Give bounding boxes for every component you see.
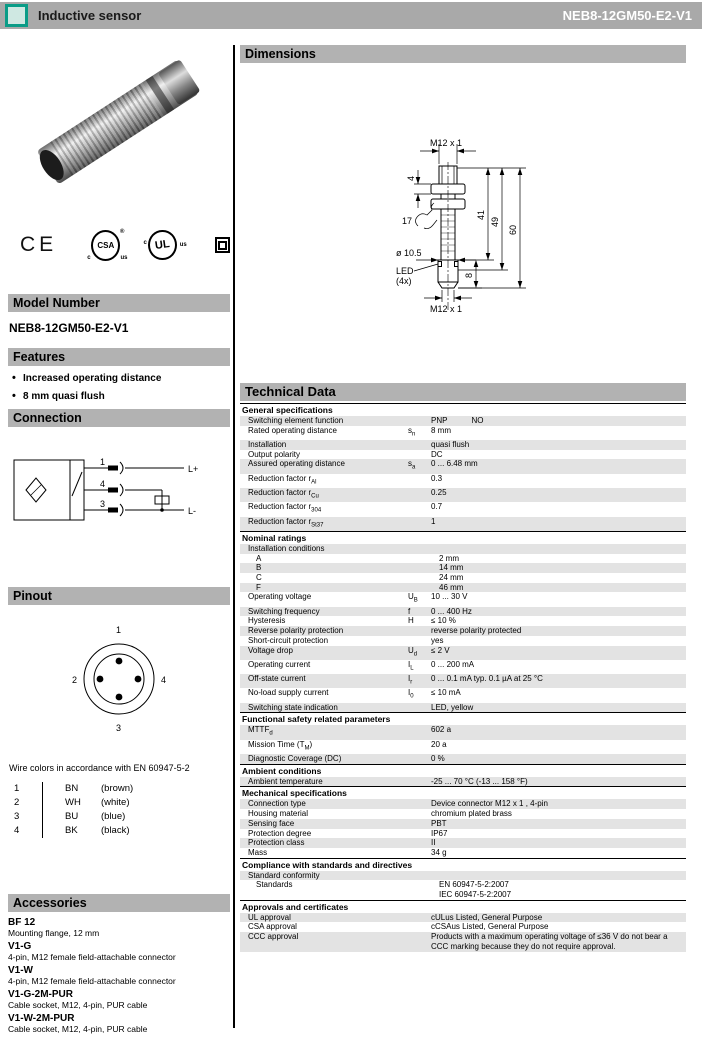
tech-row: Installation quasi flush (240, 440, 686, 450)
svg-text:49: 49 (490, 216, 500, 227)
features-list (8, 373, 230, 402)
tech-row: Diagnostic Coverage (DC) 0 % (240, 754, 686, 764)
product-photo (8, 40, 230, 222)
tech-row: Output polarity DC (248, 449, 443, 459)
thread-ribs-image (50, 82, 164, 175)
tech-row: UL approval cULus Listed, General Purpose (240, 913, 686, 923)
brand-logo-icon (5, 4, 28, 27)
wire-color-row: 1 BN (brown) (14, 783, 134, 794)
accessories-heading: Accessories (8, 894, 230, 912)
svg-text:LED: LED (396, 266, 414, 276)
tech-section-header: Nominal ratings (240, 531, 686, 544)
tech-row: $MTTF_d$ 602 a (240, 725, 686, 739)
dimensions-drawing (380, 120, 600, 315)
svg-text:41: 41 (476, 209, 486, 220)
tech-row: Connection type Device connector M12 x 1 , 4-pin (240, 799, 686, 809)
tech-row: Mission Time $(T_M)$ 20 a (248, 739, 447, 752)
svg-text:ø 10.5: ø 10.5 (396, 248, 422, 258)
accessory-item: V1-W 4-pin, M12 female field-attachable connector (8, 965, 176, 986)
svg-text:3: 3 (100, 499, 106, 509)
tech-row: CCC approval Products with a maximum operating voltage of ≤36 V do not bear a CCC marking because they do not require approval. (240, 932, 686, 951)
wire-colors-note: Wire colors in accordance with EN 60947-5-2 (9, 763, 190, 773)
features-heading: Features (8, 348, 230, 366)
svg-text:60: 60 (508, 224, 518, 235)
tech-row: Off-state current $I_r$ 0 ... 0.1 mA typ. 0.1 µA at 25 °C (240, 674, 686, 688)
accessory-item: BF 12 Mounting flange, 12 mm (8, 917, 100, 938)
wire-color-row: 4 BK (black) (14, 825, 130, 836)
tech-row: Switching state indication LED, yellow (240, 703, 686, 713)
tech-row: Assured operating distance $s_a$ 0 ... 6.48 mm (240, 459, 686, 473)
tech-row: Operating voltage $U_B$ 10 ... 30 V (248, 592, 468, 604)
svg-text:L-: L- (188, 506, 197, 516)
svg-text:1: 1 (100, 457, 106, 467)
tech-row: Voltage drop $U_d$ ≤ 2 V (240, 646, 686, 660)
left-column (8, 40, 230, 1037)
tech-row: F 46 mm (240, 583, 686, 593)
tech-row: Standard conformity (240, 871, 686, 881)
connection-heading: Connection (8, 409, 230, 427)
connection-diagram (12, 452, 222, 524)
svg-text:4: 4 (161, 675, 167, 685)
tech-section-header: General specifications (240, 403, 686, 416)
tech-section-header: Compliance with standards and directives (240, 858, 686, 871)
svg-text:M12 x 1: M12 x 1 (430, 304, 463, 314)
tech-row: Switching frequency f 0 ... 400 Hz (240, 607, 686, 617)
flush-mounting-icon (215, 237, 230, 253)
accessory-item: V1-G 4-pin, M12 female field-attachable connector (8, 941, 176, 962)
tech-section-header: Mechanical specifications (240, 786, 686, 799)
accessories-list (8, 917, 230, 1034)
tech-row: Reverse polarity protection reverse polarity protected (240, 626, 686, 636)
tech-section-header: Ambient conditions (240, 764, 686, 777)
tech-row: C 24 mm (256, 573, 464, 582)
tech-row: Switching element function PNP NO (240, 416, 686, 426)
certification-row (20, 224, 230, 266)
tech-row: Operating current $I_L$ 0 ... 200 mA (248, 659, 475, 672)
svg-text:M12 x 1: M12 x 1 (430, 138, 463, 148)
feature-item: • 8 mm quasi flush (8, 391, 230, 402)
model-number-value: NEB8-12GM50-E2-V1 (9, 321, 129, 335)
pinout-heading: Pinout (8, 587, 230, 605)
tech-row: Ambient temperature -25 ... 70 °C (-13 ... 158 °F) (240, 777, 686, 787)
page-title: Inductive sensor (38, 8, 142, 23)
svg-text:L+: L+ (188, 464, 199, 474)
column-divider (233, 45, 235, 1028)
tech-row: Reduction factor $r_{St37}$ 1 (240, 517, 686, 531)
svg-text:(4x): (4x) (396, 276, 412, 286)
svg-text:3: 3 (116, 723, 122, 733)
sensor-body-image (37, 59, 200, 184)
svg-text:17: 17 (402, 216, 413, 226)
header-model-number: NEB8-12GM50-E2-V1 (562, 8, 692, 23)
wire-colors-table (14, 782, 230, 838)
pinout-diagram (44, 619, 194, 737)
tech-row: Standards EN 60947-5-2:2007 IEC 60947-5-2:2007 (256, 880, 512, 900)
svg-text:2: 2 (72, 675, 78, 685)
right-column (240, 45, 686, 952)
svg-text:8: 8 (464, 272, 474, 278)
tech-row: CSA approval cCSAus Listed, General Purpose (248, 922, 549, 932)
tech-row: Short-circuit protection yes (248, 635, 444, 645)
accessory-item: V1-W-2M-PUR Cable socket, M12, 4-pin, PUR cable (8, 1013, 148, 1034)
page-header (0, 2, 702, 29)
tech-row: No-load supply current $I_0$ ≤ 10 mA (248, 688, 461, 700)
dimensions-heading: Dimensions (240, 45, 686, 63)
wire-color-row: 3 BU (blue) (14, 811, 126, 822)
tech-row: Installation conditions (240, 544, 686, 554)
svg-text:4: 4 (100, 479, 106, 489)
ce-mark-icon: CE (20, 233, 58, 256)
tech-row: A 2 mm (256, 553, 459, 563)
tech-row: Reduction factor $r_{304}$ 0.7 (248, 502, 443, 514)
tech-row: Mass 34 g (248, 847, 447, 857)
tech-row: Reduction factor $r_{Al}$ 0.3 (248, 473, 443, 486)
tech-row: Rated operating distance $s_n$ 8 mm (248, 425, 451, 438)
tech-section-header: Approvals and certificates (240, 900, 686, 913)
ul-logo-icon: UL c us (148, 230, 176, 260)
tech-row: Hysteresis H ≤ 10 % (248, 616, 456, 626)
model-number-heading: Model Number (8, 294, 230, 312)
feature-item: • Increased operating distance (8, 373, 230, 384)
technical-data-table (240, 403, 686, 952)
svg-text:1: 1 (116, 625, 122, 635)
technical-data-heading: Technical Data (240, 383, 686, 401)
accessory-item: V1-G-2M-PUR Cable socket, M12, 4-pin, PUR cable (8, 989, 148, 1010)
csa-logo-icon: CSA c us ® (87, 228, 128, 261)
tech-row: B 14 mm (240, 563, 686, 573)
svg-text:4: 4 (406, 175, 416, 181)
wire-color-row: 2 WH (white) (14, 797, 130, 808)
tech-row: Protection degree IP67 (248, 828, 448, 838)
tech-row: Reduction factor $r_{Cu}$ 0.25 (240, 488, 686, 502)
tech-section-header: Functional safety related parameters (240, 712, 686, 725)
tech-row: Housing material chromium plated brass (248, 809, 512, 819)
tech-row: Protection class II (240, 838, 686, 848)
technical-data-section (240, 383, 686, 952)
tech-row: Sensing face PBT (240, 819, 686, 829)
